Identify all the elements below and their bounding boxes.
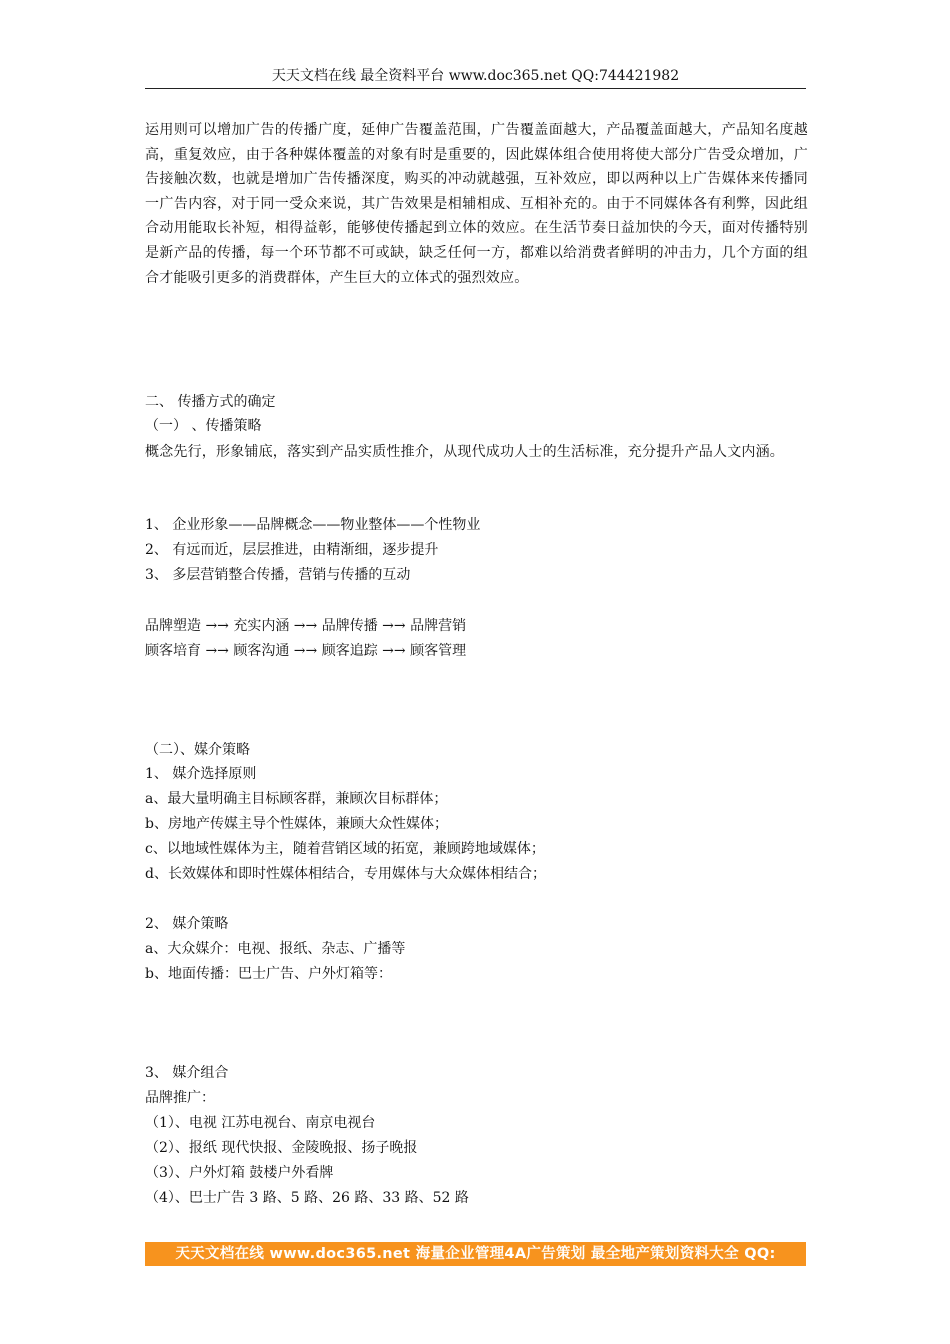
- flow-line: 品牌塑造 →→ 充实内涵 →→ 品牌传播 →→ 品牌营销: [145, 618, 467, 634]
- list-item: d、长效媒体和即时性媒体相结合，专用媒体与大众媒体相结合；: [145, 866, 546, 882]
- list-item: （2）、报纸 现代快报、金陵晚报、扬子晚报: [145, 1140, 418, 1156]
- list-item: a、最大量明确主目标顾客群，兼顾次目标群体；: [145, 791, 448, 807]
- document-body: [145, 118, 808, 290]
- concept-paragraph: 概念先行，形象铺底，落实到产品实质性推介，从现代成功人士的生活标准，充分提升产品人文内涵。: [145, 444, 784, 460]
- list-item: （3）、户外灯箱 鼓楼户外看牌: [145, 1165, 334, 1181]
- flow-line: 顾客培育 →→ 顾客沟通 →→ 顾客追踪 →→ 顾客管理: [145, 643, 467, 659]
- list-item: b、房地产传媒主导个性媒体，兼顾大众性媒体；: [145, 816, 448, 832]
- list-item: （1）、电视 江苏电视台、南京电视台: [145, 1115, 376, 1131]
- brand-promo-label: 品牌推广：: [145, 1090, 215, 1106]
- list-item: a、大众媒介：电视、报纸、杂志、广播等: [145, 941, 406, 957]
- strategy-title: 2、 媒介策略: [145, 916, 229, 932]
- principle-title: 1、 媒介选择原则: [145, 766, 257, 782]
- combo-title: 3、 媒介组合: [145, 1065, 229, 1081]
- footer-banner: 天天文档在线 www.doc365.net 海量企业管理4A广告策划 最全地产策划资料大全 QQ: 744421982: [145, 1242, 806, 1266]
- list-item: b、地面传播：巴士广告、户外灯箱等：: [145, 966, 392, 982]
- list-item: 2、 有远而近，层层推进，由精渐细，逐步提升: [145, 542, 439, 558]
- page-header: 天天文档在线 最全资料平台 www.doc365.net QQ:744421982: [145, 66, 806, 89]
- section-title: 二、 传播方式的确定: [145, 394, 276, 410]
- list-item: 3、 多层营销整合传播，营销与传播的互动: [145, 567, 411, 583]
- list-item: c、以地域性媒体为主，随着营销区域的拓宽，兼顾跨地域媒体；: [145, 841, 545, 857]
- subsection-title-propagation: （一） 、传播策略: [145, 418, 262, 434]
- subsection-title-media: （二）、媒介策略: [145, 742, 250, 758]
- list-item: 1、 企业形象——品牌概念——物业整体——个性物业: [145, 517, 481, 533]
- intro-paragraph: 运用则可以增加广告的传播广度，延伸广告覆盖范围，广告覆盖面越大，产品覆盖面越大，产品知名度越高，重复效应，由于各种媒体覆盖的对象有时是重要的，因此媒体组合使用将使大部分广告受众增加，广告接触次数，也就是增加广告传播深度，购买的冲动就越强，互补效应，即以两种以上广告媒体来传播同一广告内容，对于同一受众来说，其广告效果是相辅相成、互相补充的。由于不同媒体各有利弊，因此组合动用能取长补短，相得益彰，能够使传播起到立体的效应。在生活节奏日益加快的今天，面对传播特别是新产品的传播，每一个环节都不可或缺，缺乏任何一方，都难以给消费者鲜明的冲击力，几个方面的组合才能吸引更多的消费群体，产生巨大的立体式的强烈效应。: [145, 122, 808, 286]
- list-item: （4）、巴士广告 3 路、5 路、26 路、33 路、52 路: [145, 1190, 469, 1206]
